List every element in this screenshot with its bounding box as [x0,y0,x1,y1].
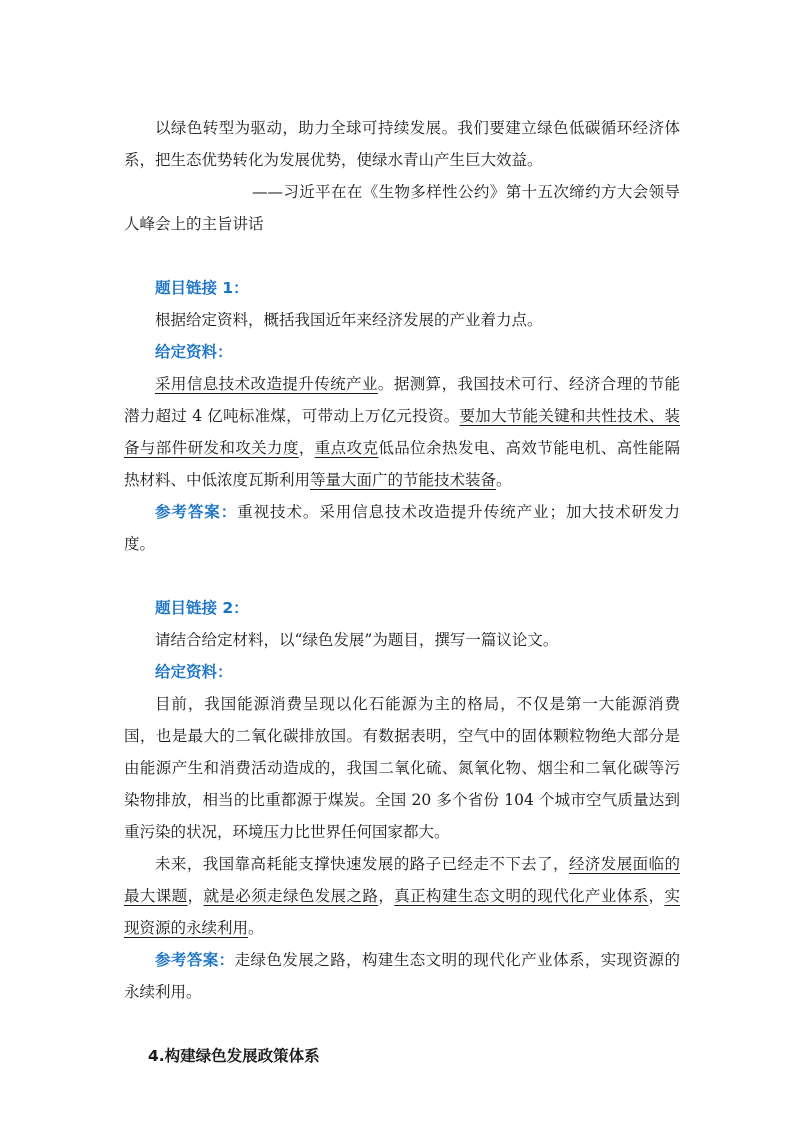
topic1-question: 根据给定资料，概括我国近年来经济发展的产业着力点。 [155,311,543,329]
topic1-heading-label: 题目链接 1： [155,279,249,297]
topic1-material-underline-2: 要加大节能关键和共性技术、装备与部件研发和攻关力度 [124,407,680,457]
spacer [124,240,680,272]
topic2-para2-underline-3: 真正构建生态文明的现代化产业体系 [394,887,649,905]
topic1-material-label: 给定资料： [155,343,233,361]
topic2-para2-underline-1: 经济发展面临的最大课题 [124,855,680,905]
topic1-heading [124,272,680,304]
topic2-heading-label: 题目链接 2： [155,599,249,617]
topic2-para2-text-3: ， [378,887,395,905]
topic1-answer-text: 重视技术。采用信息技术改造提升传统产业；加大技术研发力度。 [124,503,680,553]
topic2-material-heading [124,656,680,688]
topic1-material-text-3: 低品位余热发电、高效节能电机、高性能隔热材料、中低浓度瓦斯利用 [124,439,680,489]
topic2-para2-text-4: ， [648,887,665,905]
topic1-answer [124,496,680,560]
topic2-heading [124,592,680,624]
topic1-material-underline-1: 采用信息技术改造提升传统产业 [155,375,378,393]
topic2-para2-underline-2: 就是必须走绿色发展之路 [203,887,379,905]
topic2-answer [124,944,680,1008]
topic2-material-label: 给定资料： [155,663,233,681]
topic1-material-text-1: 。据测算，我国技术可行、经济合理的节能潜力超过 4 亿吨标准煤，可带动上万亿元投资。 [124,375,680,425]
topic2-para2-underline-4: 实现资源的永续利用 [124,887,680,937]
topic2-answer-text: 走绿色发展之路，构建生态文明的现代化产业体系，实现资源的永续利用。 [124,951,680,1001]
document-content [124,112,680,1072]
topic1-material-underline-3: 重点攻克 [314,439,379,457]
topic2-question: 请结合给定材料，以“绿色发展”为题目，撰写一篇议论文。 [155,631,559,649]
topic2-paragraph-2 [124,848,680,944]
topic2-para2-text-1: 未来，我国靠高耗能支撑快速发展的路子已经走不下去了， [155,855,569,873]
topic1-material-text-4: 。 [496,471,512,489]
section4-title: 4.构建绿色发展政策体系 [148,1047,320,1065]
spacer [124,560,680,592]
topic1-answer-label: 参考答案： [155,503,238,521]
topic1-material-text-2: ， [298,439,315,457]
quote-text: 以绿色转型为驱动，助力全球可持续发展。我们要建立绿色低碳循环经济体系，把生态优势转化为发展优势，使绿水青山产生巨大效益。 [124,119,680,169]
quote-source: ——习近平在在《生物多样性公约》第十五次缔约方大会领导人峰会上的主旨讲话 [124,183,680,233]
topic1-material-underline-4: 等量大面广的节能技术装备 [310,471,497,489]
topic1-material-heading [124,336,680,368]
topic2-para2-text-5: 。 [248,919,264,937]
topic2-paragraph-1: 目前，我国能源消费呈现以化石能源为主的格局，不仅是第一大能源消费国，也是最大的二氧化碳排放国。有数据表明，空气中的固体颗粒物绝大部分是由能源产生和消费活动造成的，我国二氧化硫、氮氧化物、烟尘和二氧化碳等污染物排放，相当的比重都源于煤炭。全国 20 多个省份 104 个城市空气质量达到重污染的状况，环境压力比世界任何国家都大。 [124,695,680,841]
topic2-para2-text-2: ， [187,887,204,905]
spacer [124,1008,680,1040]
topic1-material [124,368,680,496]
topic2-answer-label: 参考答案： [155,951,235,969]
